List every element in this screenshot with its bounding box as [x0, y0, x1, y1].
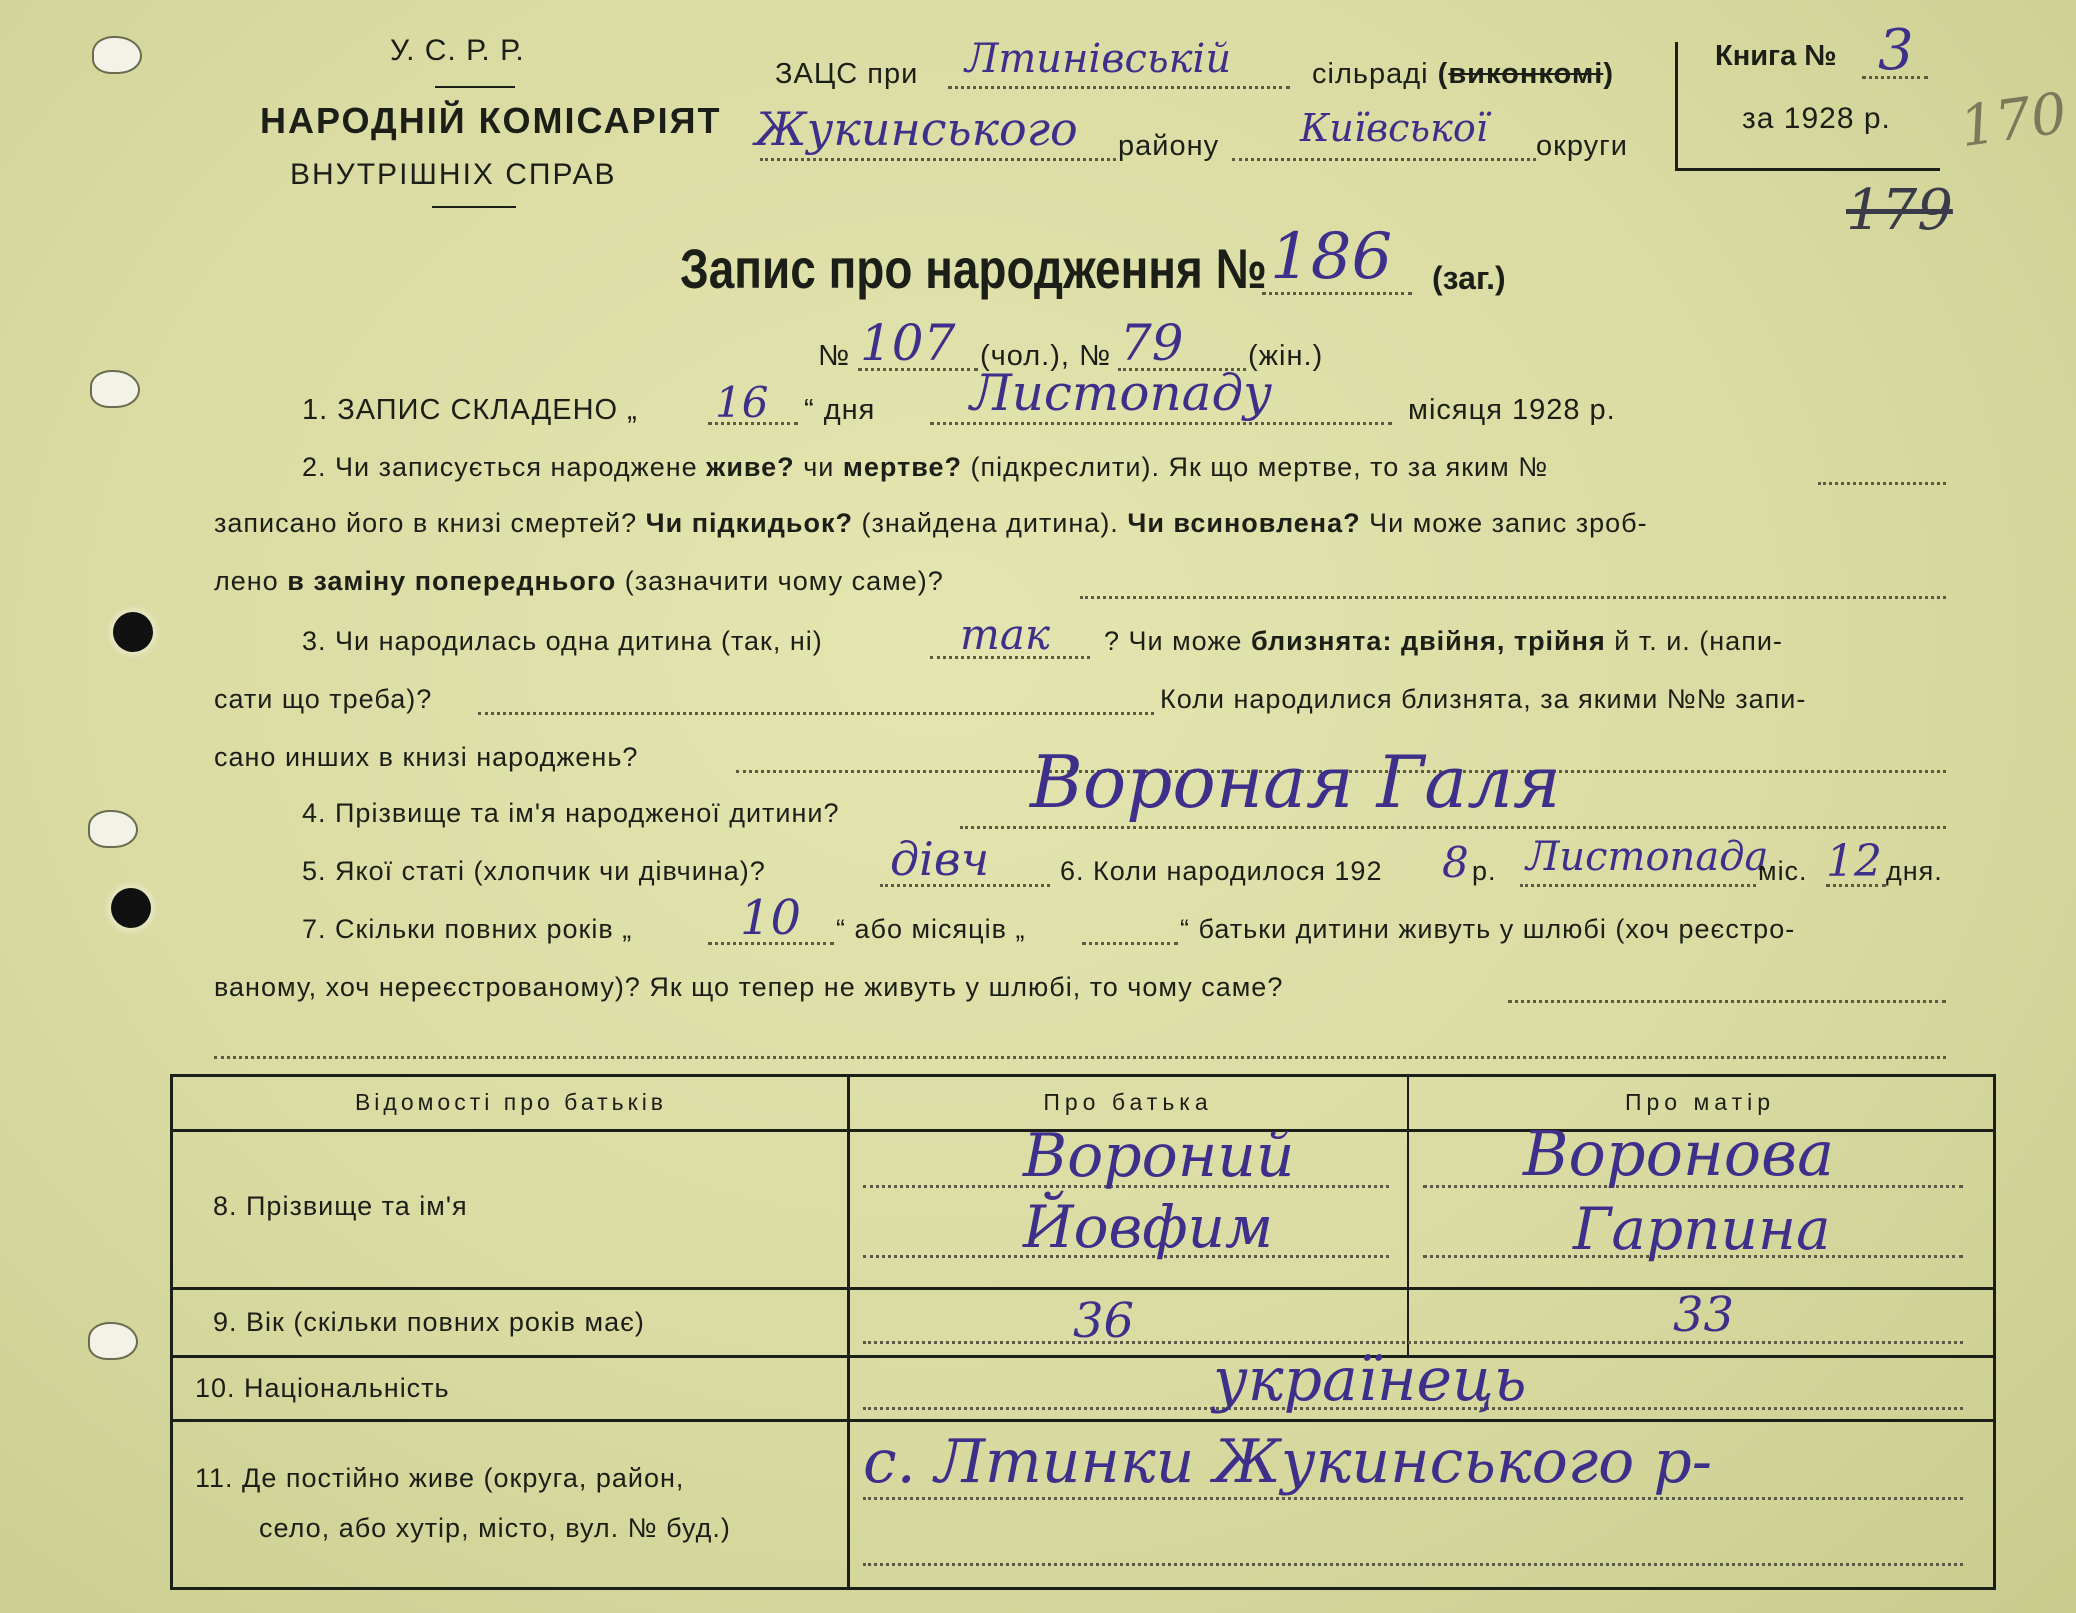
no-label: № — [818, 340, 851, 372]
margin-note-170: 170 — [1955, 80, 2071, 161]
mother-age: 33 — [1673, 1287, 1735, 1343]
binder-hole — [111, 888, 151, 928]
q3-line1-b: ? Чи може близнята: двійня, трійня й т. и. (напи- — [1104, 626, 1783, 656]
zags-label: ЗАЦС при — [775, 58, 919, 90]
q7-label-a: 7. Скільки повних років „ — [302, 914, 633, 944]
okrug-label: округи — [1536, 130, 1628, 162]
divider — [432, 206, 516, 208]
parents-table — [170, 1074, 1996, 1590]
q2-line1: 2. Чи записується народжене живе? чи мертве? (підкреслити). Як що мертве, то за яким № — [302, 452, 1549, 482]
q4-value: Вороная Галя — [1030, 740, 1561, 824]
q7-label-b: “ або місяців „ — [836, 914, 1026, 944]
q2-line3: лено в заміну попереднього (зазначити чому саме)? — [214, 566, 944, 596]
table-header-info: Відомості про батьків — [354, 1089, 668, 1115]
paper-tear — [88, 810, 138, 848]
table-rule — [173, 1419, 1993, 1422]
commissariat-title: НАРОДНІЙ КОМІСАРІЯТ — [260, 100, 722, 141]
fill-line — [863, 1341, 1963, 1344]
q3-line2-b: Коли народилися близнята, за якими №№ запи- — [1160, 684, 1807, 714]
fill-line — [478, 712, 1154, 715]
q1-month-label: місяця 1928 р. — [1408, 394, 1616, 426]
year-line: за 1928 р. — [1742, 102, 1891, 135]
female-label: (жін.) — [1248, 340, 1324, 372]
paper-tear — [88, 1322, 138, 1360]
q6-month: Листопада — [1526, 834, 1769, 880]
male-number: 107 — [860, 314, 956, 372]
fill-line — [214, 1056, 1946, 1059]
divider — [435, 86, 515, 88]
fill-line — [760, 158, 1116, 161]
fill-line — [1508, 1000, 1946, 1003]
district-label: району — [1118, 130, 1220, 162]
q6-day: 12 — [1826, 836, 1882, 887]
book-box-border — [1675, 42, 1678, 170]
nationality-value: українець — [1213, 1345, 1527, 1415]
q4-label: 4. Прізвище та ім'я народженої дитини? — [302, 798, 840, 828]
q3-line3: сано инших в книзі народжень? — [214, 742, 639, 772]
male-label: (чол.), № — [980, 340, 1112, 372]
father-first-name: Йовфим — [1023, 1193, 1274, 1261]
margin-note-179: 179 — [1846, 178, 1953, 243]
residence-value: с. Лтинки Жукинського р- — [863, 1427, 1713, 1497]
okrug-value: Київської — [1300, 106, 1488, 150]
q7-years: 10 — [740, 890, 802, 946]
q1-day-label: “ дня — [804, 394, 876, 426]
q5-label: 5. Якої статі (хлопчик чи дівчина)? — [302, 856, 766, 886]
fill-line — [930, 422, 1392, 425]
council-label: сільраді (виконкомі) — [1312, 58, 1615, 90]
fill-line — [960, 826, 1946, 829]
q2-line2: записано його в книзі смертей? Чи підкидьок? (знайдена дитина). Чи всиновлена? Чи може запис зроб- — [214, 508, 1648, 538]
father-surname: Вороний — [1023, 1121, 1295, 1191]
mother-first-name: Гарпина — [1573, 1195, 1831, 1263]
table-header-father: Про батька — [1043, 1089, 1213, 1115]
q6-month-label: міс. — [1758, 856, 1808, 886]
struck-text: виконкомі — [1448, 58, 1604, 90]
q3-answer: так — [960, 610, 1050, 659]
q1-label: 1. ЗАПИС СКЛАДЕНО „ — [302, 394, 638, 426]
table-header-mother: Про матір — [1624, 1089, 1776, 1115]
ussr-label: У. С. Р. Р. — [390, 34, 525, 67]
q3-line1-a: 3. Чи народилась одна дитина (так, ні) — [302, 626, 823, 656]
table-column-rule — [847, 1077, 850, 1587]
fill-line — [863, 1563, 1963, 1566]
q6-label: 6. Коли народилося 192 — [1060, 856, 1383, 886]
q6-year-suffix: р. — [1472, 856, 1497, 886]
affairs-title: ВНУТРІШНІХ СПРАВ — [290, 158, 617, 191]
q5-value: дівч — [890, 832, 990, 886]
record-number: 186 — [1270, 220, 1393, 294]
female-number: 79 — [1120, 314, 1184, 372]
table-rule — [173, 1355, 1993, 1358]
fill-line — [1082, 942, 1178, 945]
q1-day: 16 — [715, 378, 769, 427]
table-column-rule — [1407, 1129, 1409, 1355]
record-title: Запис про народження № — [680, 237, 1267, 300]
fill-line — [1520, 884, 1756, 887]
mother-surname: Воронова — [1523, 1117, 1835, 1190]
book-value: 3 — [1878, 18, 1914, 83]
row-age-label: 9. Вік (скільки повних років має) — [213, 1307, 645, 1337]
q3-line2-a: сати що треба)? — [214, 684, 433, 714]
record-total-label: (заг.) — [1432, 260, 1506, 296]
book-label: Книга № — [1715, 40, 1837, 72]
district-value: Жукинського — [755, 102, 1078, 156]
book-box-border — [1675, 168, 1940, 171]
row-residence-label-1: 11. Де постійно живе (округа, район, — [195, 1463, 685, 1493]
fill-line — [1080, 596, 1946, 599]
q7-label-c: “ батьки дитини живуть у шлюбі (хоч реєстро- — [1180, 914, 1796, 944]
row-name-label: 8. Прізвище та ім'я — [213, 1191, 468, 1221]
q7-line2: ваному, хоч нереєстрованому)? Як що тепер не живуть у шлюбі, то чому саме? — [214, 972, 1284, 1002]
fill-line — [948, 86, 1290, 89]
row-nationality-label: 10. Національність — [195, 1373, 450, 1403]
paper-tear — [90, 370, 140, 408]
table-column-rule — [1407, 1077, 1409, 1129]
paper-tear — [92, 36, 142, 74]
fill-line — [1232, 158, 1536, 161]
q6-year-digit: 8 — [1442, 838, 1469, 887]
fill-line — [1818, 482, 1946, 485]
q1-month: Листопаду — [970, 364, 1273, 422]
q6-day-label: дня. — [1886, 856, 1943, 886]
father-age: 36 — [1073, 1293, 1135, 1349]
zags-value: Лтинівській — [965, 36, 1232, 82]
fill-line — [863, 1497, 1963, 1500]
binder-hole — [113, 612, 153, 652]
row-residence-label-2: село, або хутір, місто, вул. № буд.) — [259, 1513, 731, 1543]
